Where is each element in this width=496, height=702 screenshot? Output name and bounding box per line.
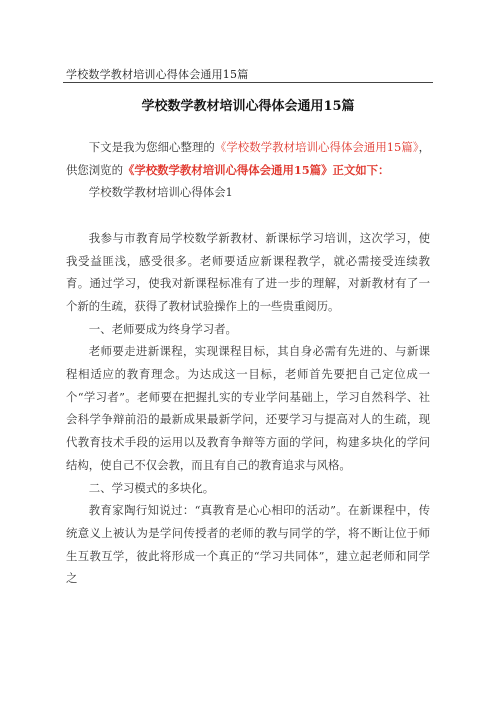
document-title: 学校数学教材培训心得体会通用15篇 <box>141 99 355 114</box>
body-paragraph: 教育家陶行知说过：“真教育是心心相印的活动”。在新课程中，传统意义上被认为是学问传授者的老师的教与同学的学，将不断让位于师生互教互学，彼此将形成一个真正的“学习共同体”，建立起老师和同学之 <box>66 503 430 586</box>
header-divider <box>63 82 433 83</box>
body-paragraph: 老师要走进新课程，实现课程目标，其自身必需有先进的、与新课程相适应的教育理念。为达成这一目标，老师首先要把自己定位成一个“学习者”。老师要在把握扎实的专业学问基础上，学习自然科学、社会科学争辩前沿的最新成果最新学问，还要学习与提高对人的生疏，现代教育技术手段的运用以及教育争辩等方面的学问，构建多块化的学问结构，使自己不仅会教，而且有自己的教育追求与风格。 <box>66 344 430 472</box>
body-paragraph: 我参与市教育局学校数学新教材、新课标学习培训，这次学习，使我受益匪浅，感受很多。老师要适应新课程教学，就必需接受连续教育。通过学习，使我对新课程标准有了进一步的理解，对新教材有了一个新的生疏，获得了教材试验操作上的一些贵重阅历。 <box>66 230 430 313</box>
running-header: 学校数学教材培训心得体会通用15篇 <box>66 68 249 81</box>
intro-prefix: 下文是我为您细心整理的 <box>88 140 215 154</box>
document-body <box>66 136 430 590</box>
intro-title-link[interactable]: 《学校数学教材培训心得体会通用15篇》 <box>214 140 419 154</box>
intro-paragraph <box>66 136 430 181</box>
subheading-lifelong-learner: 一、老师要成为终身学习者。 <box>88 321 237 336</box>
intro-middle: ，供您浏览的 <box>66 140 430 177</box>
intro-bold-title-link[interactable]: 《学校数学教材培训心得体会通用15篇》正文如下： <box>122 162 390 177</box>
blank-line <box>66 204 430 227</box>
section-heading: 学校数学教材培训心得体会1 <box>88 185 233 200</box>
subheading-learning-modes: 二、学习模式的多块化。 <box>88 480 215 495</box>
